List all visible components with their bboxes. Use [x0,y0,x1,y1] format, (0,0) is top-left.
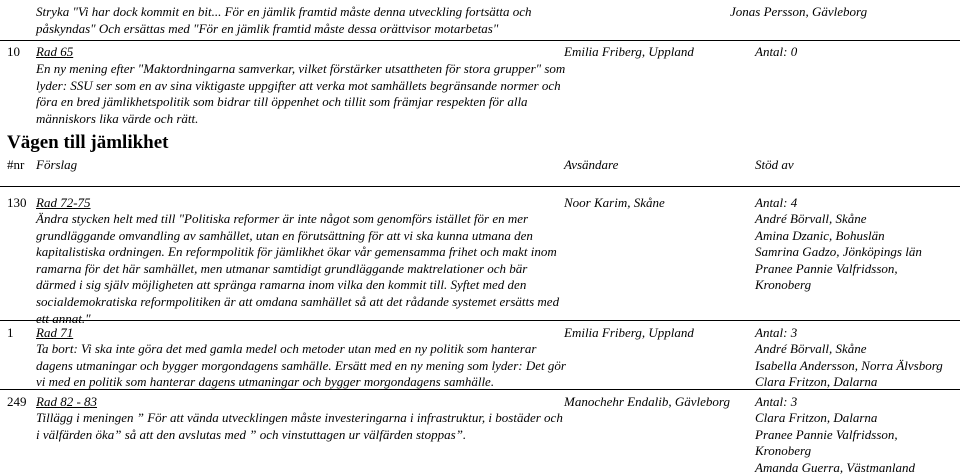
text-line: i välfärden öka” så att den avslutas med ” och vinstuttagen ur välfärden stoppas”. [36,426,467,442]
proposal-nr: 130 [7,195,27,210]
supporter: André Börvall, Skåne [755,211,867,226]
divider [0,40,960,41]
text-line: lyder: SSU ser som en av sina viktigaste uppgifter att verka mot samhällets begränsande normer och [36,77,561,93]
supporter: Amanda Guerra, Västmanland [755,459,915,475]
divider [0,186,960,187]
text-line: ett annat." [36,310,91,326]
proposal-sender: Manochehr Endalib, Gävleborg [564,394,730,409]
proposal-sender: Emilia Friberg, Uppland [564,325,694,340]
proposal-nr: 249 [7,394,27,409]
text-line: människors lika värde och rätt. [36,110,199,126]
text-line: därmed i sig själv möjligheten att spränga ramarna inom vilka den kommit till. Syftet med den [36,277,527,293]
proposal-text [36,61,565,127]
text-line: Ta bort: Vi ska inte göra det med gamla medel och metoder utan med en ny politik som hanterar [36,341,537,356]
text-line: Ändra stycken helt med till "Politiska reformer är inte något som genomförs istället för en mer [36,211,529,226]
proposal-ref-link[interactable]: Rad 82 - 83 [36,394,98,409]
support-list [755,410,915,476]
supporter: André Börvall, Skåne [755,341,867,356]
column-header-proposal: Förslag [36,157,78,172]
proposal-ref-link[interactable]: Rad 71 [36,325,74,340]
supporter: Kronoberg [755,277,812,293]
support-list [755,211,922,294]
column-header-sender: Avsändare [564,157,619,172]
support-list [755,341,943,391]
section-title: Vägen till jämlikhet [7,132,169,153]
supporter: Clara Fritzon, Dalarna [755,410,878,425]
text-line: En ny mening efter "Maktordningarna samverkar, vilket förstärker utsattheten för stora grupper" som [36,61,566,76]
text-line: dagens utmaningar och bygger morgondagens samhälle. Ersätt med en ny mening som lyder: Det gör [36,357,566,373]
column-header-nr: #nr [7,157,25,172]
text-line: föra en bred jämlikhetspolitik som bidrar till öppenhet och tillit som främjar respekten för alla [36,94,528,110]
support-count: Antal: 0 [755,44,798,59]
proposal-ref-link[interactable]: Rad 65 [36,44,74,59]
supporter: Samrina Gadzo, Jönköpings län [755,244,922,260]
supporter: Clara Fritzon, Dalarna [755,374,878,390]
text-line: påskyndas" Och ersättas med "För en jämlik framtid måste dessa orättvisor motarbetas" [36,20,499,36]
supporter: Isabella Andersson, Norra Älvsborg [755,357,943,373]
divider [0,320,960,321]
proposal-ref-link[interactable]: Rad 72-75 [36,195,91,210]
text-line: kapitalistiska ordningen. En reformpolitik för jämlikhet ökar vår gemensamma frihet och makt inom [36,244,557,260]
support-count: Antal: 3 [755,394,798,409]
supporter: Amina Dzanic, Bohuslän [755,227,885,243]
supporter: Kronoberg [755,443,812,459]
supporter: Pranee Pannie Valfridsson, [755,260,898,276]
top-sender: Jonas Persson, Gävleborg [730,4,868,19]
text-line: ramarna för det här samhället, men utmanar samtidigt grundläggande maktrelationer och bär [36,260,528,276]
divider [0,389,960,390]
proposal-sender: Noor Karim, Skåne [564,195,665,210]
column-header-support: Stöd av [755,157,794,172]
proposal-nr: 1 [7,325,14,340]
top-proposal-text [36,4,532,37]
proposal-text [36,341,566,391]
proposal-nr: 10 [7,44,20,59]
supporter: Pranee Pannie Valfridsson, [755,426,898,442]
text-line: Tillägg i meningen ” För att vända utvecklingen måste investeringarna i infrastruktur, i bostäder och [36,410,563,425]
support-count: Antal: 4 [755,195,798,210]
text-line: vi med en politik som hanterar dagens utmaningar och bygger morgondagens samhälle. [36,374,495,390]
text-line: Stryka "Vi har dock kommit en bit... För en jämlik framtid måste denna utveckling fortsätta och [36,4,532,19]
proposal-text [36,211,559,327]
proposal-sender: Emilia Friberg, Uppland [564,44,694,59]
text-line: socialdemokratiska reformpolitiken är att omdana samhället så att det rådande systemet ersätts med [36,293,560,309]
support-count: Antal: 3 [755,325,798,340]
text-line: grundläggande omvandling av samhället, utan en förutsättning för att vi ska kunna utmana den [36,227,533,243]
proposal-text [36,410,563,443]
